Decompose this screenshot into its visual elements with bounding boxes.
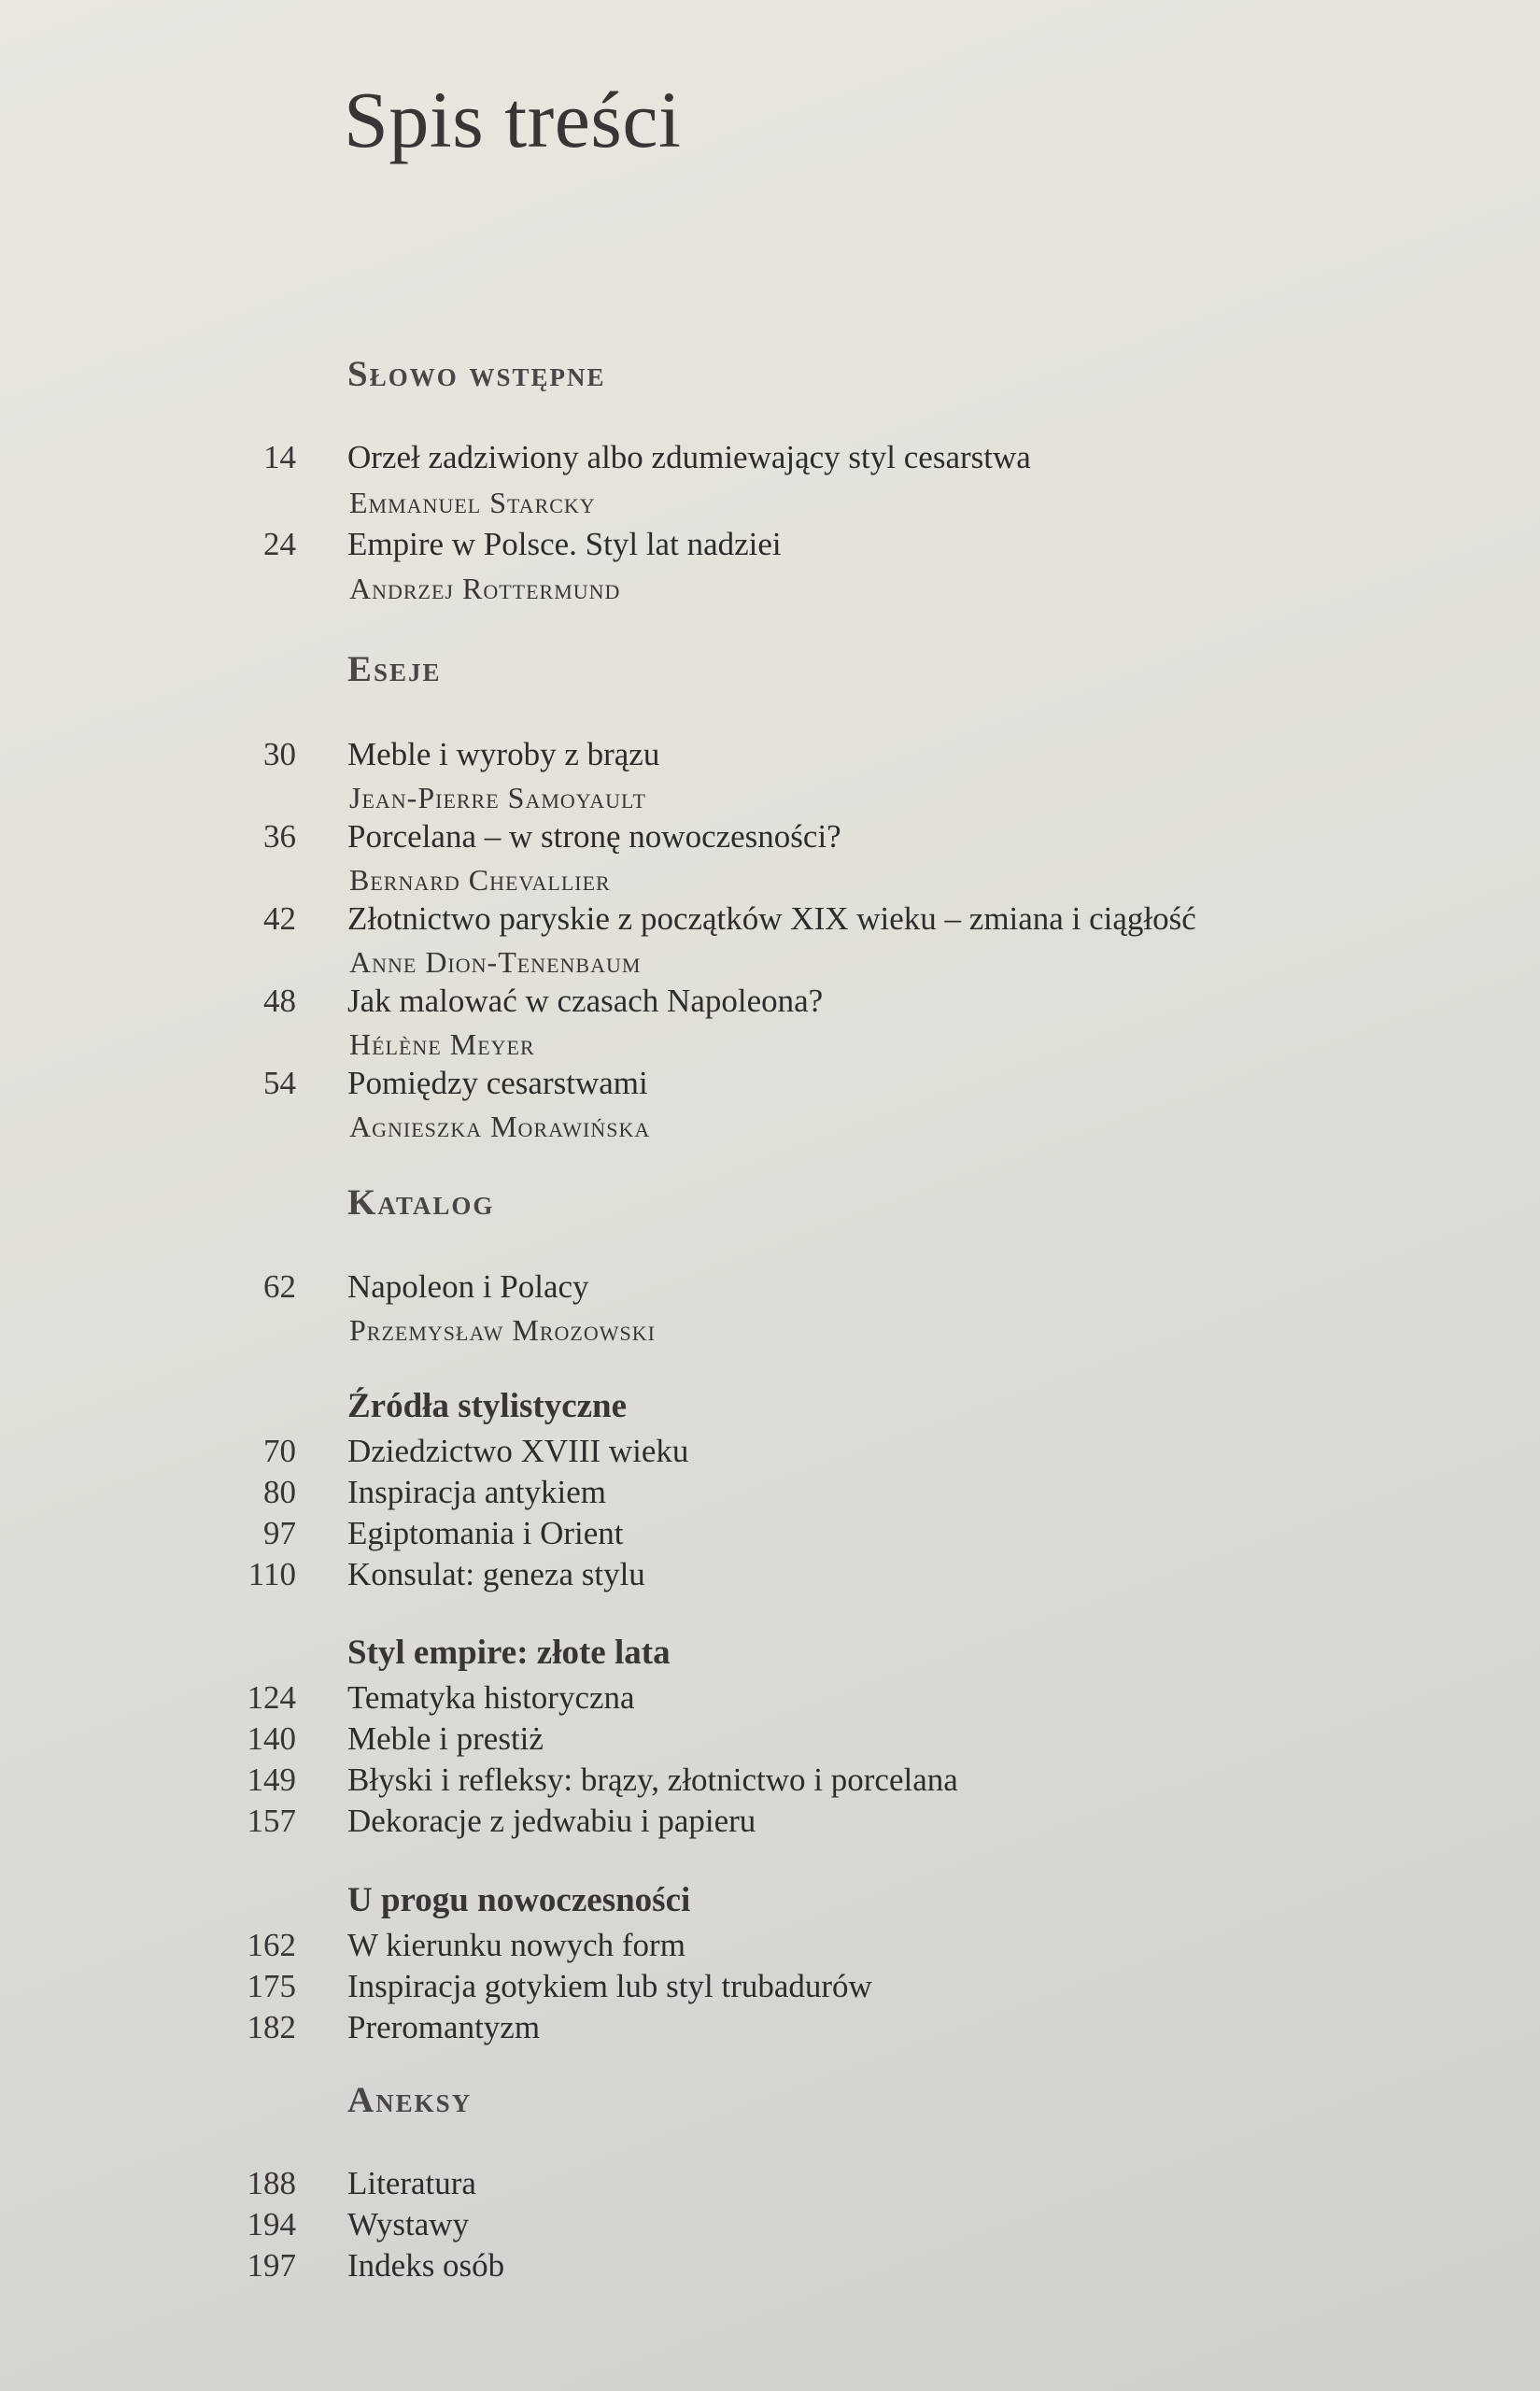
page-number: 97 — [263, 1515, 296, 1551]
page-title: Spis treści — [344, 75, 682, 164]
entry-title: Indeks osób — [347, 2247, 505, 2284]
entry-title: Wystawy — [347, 2206, 470, 2242]
entry-title: Egiptomania i Orient — [347, 1515, 624, 1551]
toc-entry[interactable] — [0, 1679, 1540, 1720]
toc-entry[interactable] — [0, 1968, 1540, 2009]
page-number: 70 — [263, 1433, 296, 1469]
entry-title: Błyski i refleksy: brązy, złotnictwo i porcelana — [347, 1761, 958, 1798]
entry-title: Jak malować w czasach Napoleona? — [347, 983, 824, 1019]
page-number: 14 — [263, 439, 296, 475]
page-number: 124 — [247, 1679, 296, 1716]
entry-title: Meble i wyroby z brązu — [347, 736, 660, 772]
entry-author: Bernard Chevallier — [349, 863, 611, 897]
entry-title: Dekoracje z jedwabiu i papieru — [347, 1803, 756, 1839]
entry-title: Pomiędzy cesarstwami — [347, 1065, 648, 1101]
page-number: 36 — [263, 818, 296, 855]
toc-entry[interactable] — [0, 2247, 1540, 2288]
page-number: 162 — [247, 1927, 296, 1963]
toc-entry[interactable] — [0, 900, 1540, 941]
toc-entry[interactable] — [0, 736, 1540, 777]
page-number: 188 — [247, 2165, 296, 2201]
page-number: 30 — [263, 736, 296, 772]
toc-entry[interactable] — [0, 1803, 1540, 1844]
entry-author: Agnieszka Morawińska — [349, 1110, 651, 1143]
entry-title: Preromantyzm — [347, 2009, 541, 2045]
entry-title: W kierunku nowych form — [347, 1927, 685, 1963]
toc-entry[interactable] — [0, 526, 1540, 567]
page-number: 48 — [263, 983, 296, 1019]
toc-entry[interactable] — [0, 818, 1540, 859]
entry-author: Jean-Pierre Samoyault — [349, 781, 646, 814]
toc-entry[interactable] — [0, 983, 1540, 1024]
page-number: 182 — [247, 2009, 296, 2045]
group-heading-zrodla-stylistyczne: Źródła stylistyczne — [347, 1387, 628, 1425]
entry-title: Inspiracja antykiem — [347, 1474, 606, 1510]
toc-entry[interactable] — [0, 439, 1540, 480]
page-number: 149 — [247, 1761, 296, 1798]
entry-title: Złotnictwo paryskie z początków XIX wieku – zmiana i ciągłość — [347, 900, 1196, 937]
section-heading-aneksy: Aneksy — [347, 2080, 473, 2120]
entry-author: Anne Dion-Tenenbaum — [349, 945, 642, 979]
entry-title: Empire w Polsce. Styl lat nadziei — [347, 526, 782, 562]
page-number: 157 — [247, 1803, 296, 1839]
page-number: 54 — [263, 1065, 296, 1101]
entry-title: Napoleon i Polacy — [347, 1268, 589, 1305]
entry-title: Literatura — [347, 2165, 476, 2201]
page-number: 140 — [247, 1720, 296, 1757]
entry-title: Porcelana – w stronę nowoczesności? — [347, 818, 841, 855]
entry-author: Przemysław Mrozowski — [349, 1313, 656, 1347]
page-number: 194 — [247, 2206, 296, 2242]
page-number: 110 — [247, 1556, 296, 1592]
entry-author: Hélène Meyer — [349, 1027, 535, 1061]
entry-title: Konsulat: geneza stylu — [347, 1556, 645, 1592]
toc-entry[interactable] — [0, 2009, 1540, 2050]
page-number: 197 — [247, 2247, 296, 2284]
page-number: 24 — [263, 526, 296, 562]
entry-author: Emmanuel Starcky — [349, 486, 596, 519]
group-heading-u-progu-nowoczesnosci: U progu nowoczesności — [347, 1881, 691, 1919]
toc-entry[interactable] — [0, 1556, 1540, 1597]
entry-author: Andrzej Rottermund — [349, 572, 621, 605]
toc-entry[interactable] — [0, 1927, 1540, 1968]
entry-title: Inspiracja gotykiem lub styl trubadurów — [347, 1968, 872, 2004]
toc-entry[interactable] — [0, 2206, 1540, 2247]
page-number: 42 — [263, 900, 296, 937]
page-number: 175 — [247, 1968, 296, 2004]
toc-entry[interactable] — [0, 1433, 1540, 1474]
entry-title: Tematyka historyczna — [347, 1679, 635, 1716]
section-heading-eseje: Eseje — [347, 649, 442, 689]
group-heading-styl-empire: Styl empire: złote lata — [347, 1634, 671, 1672]
page-number: 62 — [263, 1268, 296, 1305]
toc-entry[interactable] — [0, 2165, 1540, 2206]
toc-entry[interactable] — [0, 1515, 1540, 1556]
entry-title: Orzeł zadziwiony albo zdumiewający styl cesarstwa — [347, 439, 1031, 475]
entry-title: Meble i prestiż — [347, 1720, 544, 1757]
section-heading-slowo-wstepne: Słowo wstępne — [347, 354, 606, 394]
entry-title: Dziedzictwo XVIII wieku — [347, 1433, 689, 1469]
toc-entry[interactable] — [0, 1761, 1540, 1803]
section-heading-katalog: Katalog — [347, 1182, 495, 1223]
page-number: 80 — [263, 1474, 296, 1510]
toc-entry[interactable] — [0, 1268, 1540, 1309]
toc-entry[interactable] — [0, 1065, 1540, 1106]
toc-entry[interactable] — [0, 1720, 1540, 1761]
toc-entry[interactable] — [0, 1474, 1540, 1515]
